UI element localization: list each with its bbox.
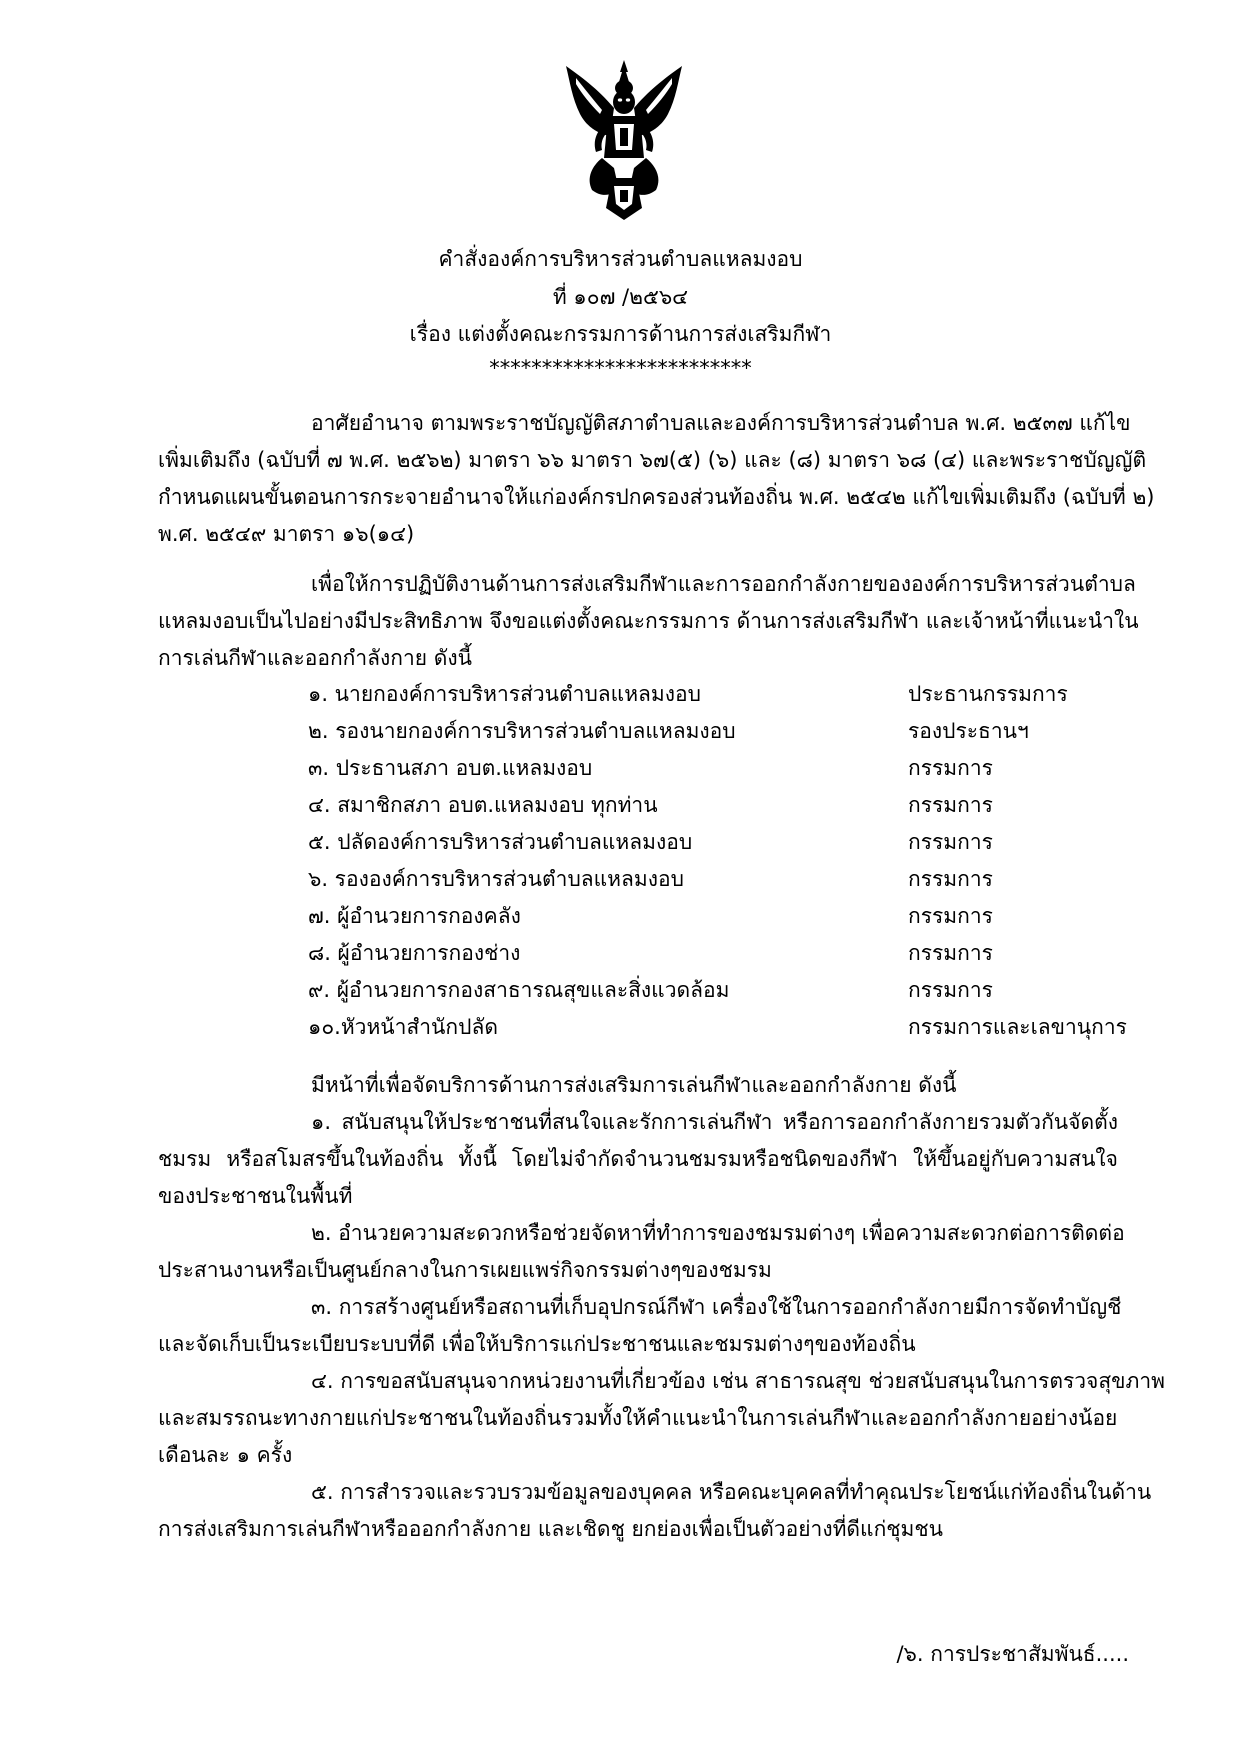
duty-line: ๒. อำนวยความสะดวกหรือช่วยจัดหาที่ทำการของชมรมต่างๆ เพื่อความสะดวกต่อการติดต่อ bbox=[311, 1221, 1125, 1245]
duty-item bbox=[158, 1474, 1152, 1548]
duty-line: ๑. สนับสนุนให้ประชาชนที่สนใจและรักการเล่นกีฬา หรือการออกกำลังกายรวมตัวกันจัดตั้ง bbox=[311, 1110, 1118, 1134]
duty-line: ๓. การสร้างศูนย์หรือสถานที่เก็บอุปกรณ์กีฬา เครื่องใช้ในการออกกำลังกายมีการจัดทำบัญชี bbox=[311, 1295, 1122, 1319]
member-name: ๙. ผู้อำนวยการกองสาธารณสุขและสิ่งแวดล้อม bbox=[308, 978, 730, 1002]
member-role: กรรมการ bbox=[908, 793, 993, 817]
purpose-line: การเล่นกีฬาและออกกำลังกาย ดังนี้ bbox=[158, 646, 473, 670]
preamble-line: กำหนดแผนขั้นตอนการกระจายอำนาจให้แก่องค์กรปกครองส่วนท้องถิ่น พ.ศ. ๒๕๔๒ แก้ไขเพิ่มเติมถึง (ฉบับที่ ๒) bbox=[158, 485, 1155, 509]
duty-line: เดือนละ ๑ ครั้ง bbox=[158, 1443, 293, 1467]
duty-line: และจัดเก็บเป็นระเบียบระบบที่ดี เพื่อให้บริการแก่ประชาชนและชมรมต่างๆของท้องถิ่น bbox=[158, 1332, 916, 1356]
member-role: กรรมการ bbox=[908, 904, 993, 928]
order-number: ที่ ๑๐๗ /๒๕๖๔ bbox=[552, 285, 689, 309]
order-title: คำสั่งองค์การบริหารส่วนตำบลแหลมงอบ bbox=[438, 247, 803, 271]
header-separator: ************************* bbox=[489, 356, 752, 380]
member-name: ๘. ผู้อำนวยการกองช่าง bbox=[308, 941, 521, 965]
member-role: กรรมการและเลขานุการ bbox=[908, 1015, 1127, 1039]
member-role: ประธานกรรมการ bbox=[908, 682, 1068, 706]
duty-line: ของประชาชนในพื้นที่ bbox=[158, 1184, 353, 1208]
garuda-emblem bbox=[562, 58, 686, 226]
member-name: ๒. รองนายกองค์การบริหารส่วนตำบลแหลมงอบ bbox=[308, 719, 736, 743]
preamble-line: อาศัยอำนาจ ตามพระราชบัญญัติสภาตำบลและองค์การบริหารส่วนตำบล พ.ศ. ๒๕๓๗ แก้ไข bbox=[311, 411, 1131, 435]
member-role: กรรมการ bbox=[908, 978, 993, 1002]
duties-intro-line: มีหน้าที่เพื่อจัดบริการด้านการส่งเสริมการเล่นกีฬาและออกกำลังกาย ดังนี้ bbox=[311, 1073, 957, 1097]
duty-item bbox=[158, 1289, 1122, 1363]
purpose-line: เพื่อให้การปฏิบัติงานด้านการส่งเสริมกีฬาและการออกกำลังกายขององค์การบริหารส่วนตำบล bbox=[311, 572, 1136, 596]
member-name: ๗. ผู้อำนวยการกองคลัง bbox=[308, 904, 521, 928]
duty-item bbox=[158, 1104, 1118, 1215]
order-subject: เรื่อง แต่งตั้งคณะกรรมการด้านการส่งเสริมกีฬา bbox=[409, 322, 832, 346]
member-role: กรรมการ bbox=[908, 830, 993, 854]
duty-line: และสมรรถนะทางกายแก่ประชาชนในท้องถิ่นรวมทั้งให้คำแนะนำในการเล่นกีฬาและออกกำลังกายอย่างน้อย bbox=[158, 1406, 1118, 1430]
member-name: ๑๐.หัวหน้าสำนักปลัด bbox=[308, 1015, 498, 1039]
purpose-paragraph bbox=[158, 566, 1139, 677]
duty-line: การส่งเสริมการเล่นกีฬาหรือออกกำลังกาย และเชิดชู ยกย่องเพื่อเป็นตัวอย่างที่ดีแก่ชุมชน bbox=[158, 1517, 944, 1541]
member-name: ๓. ประธานสภา อบต.แหลมงอบ bbox=[308, 756, 593, 780]
duty-line: ๔. การขอสนับสนุนจากหน่วยงานที่เกี่ยวข้อง เช่น สาธารณสุข ช่วยสนับสนุนในการตรวจสุขภาพ bbox=[311, 1369, 1165, 1393]
member-role: กรรมการ bbox=[908, 867, 993, 891]
duty-line: ชมรม หรือสโมสรขึ้นในท้องถิ่น ทั้งนี้ โดยไม่จำกัดจำนวนชมรมหรือชนิดของกีฬา ให้ขึ้นอยู่กับความสนใจ bbox=[158, 1147, 1118, 1171]
member-name: ๕. ปลัดองค์การบริหารส่วนตำบลแหลมงอบ bbox=[308, 830, 693, 854]
member-role: กรรมการ bbox=[908, 756, 993, 780]
preamble-line: เพิ่มเติมถึง (ฉบับที่ ๗ พ.ศ. ๒๕๖๒) มาตรา ๖๖ มาตรา ๖๗(๕) (๖) และ (๘) มาตรา ๖๘ (๔) และพระราชบัญญัติ bbox=[158, 448, 1147, 472]
member-role: รองประธานฯ bbox=[908, 719, 1029, 743]
preamble-line: พ.ศ. ๒๕๔๙ มาตรา ๑๖(๑๔) bbox=[158, 522, 415, 546]
duties-intro bbox=[158, 1067, 1118, 1104]
member-name: ๖. รององค์การบริหารส่วนตำบลแหลมงอบ bbox=[308, 867, 684, 891]
member-name: ๑. นายกองค์การบริหารส่วนตำบลแหลมงอบ bbox=[308, 682, 701, 706]
duty-item bbox=[158, 1215, 1125, 1289]
duty-line: ๕. การสำรวจและรวบรวมข้อมูลของบุคคล หรือคณะบุคคลที่ทำคุณประโยชน์แก่ท้องถิ่นในด้าน bbox=[311, 1480, 1152, 1504]
purpose-line: แหลมงอบเป็นไปอย่างมีประสิทธิภาพ จึงขอแต่งตั้งคณะกรรมการ ด้านการส่งเสริมกีฬา และเจ้าหน้าที่แนะนำใน bbox=[158, 609, 1139, 633]
continuation-note: /๖. การประชาสัมพันธ์..... bbox=[896, 1642, 1129, 1666]
member-name: ๔. สมาชิกสภา อบต.แหลมงอบ ทุกท่าน bbox=[308, 793, 658, 817]
member-role: กรรมการ bbox=[908, 941, 993, 965]
preamble-paragraph bbox=[158, 405, 1155, 553]
duty-item bbox=[158, 1363, 1165, 1474]
duty-line: ประสานงานหรือเป็นศูนย์กลางในการเผยแพร่กิจกรรมต่างๆของชมรม bbox=[158, 1258, 772, 1282]
